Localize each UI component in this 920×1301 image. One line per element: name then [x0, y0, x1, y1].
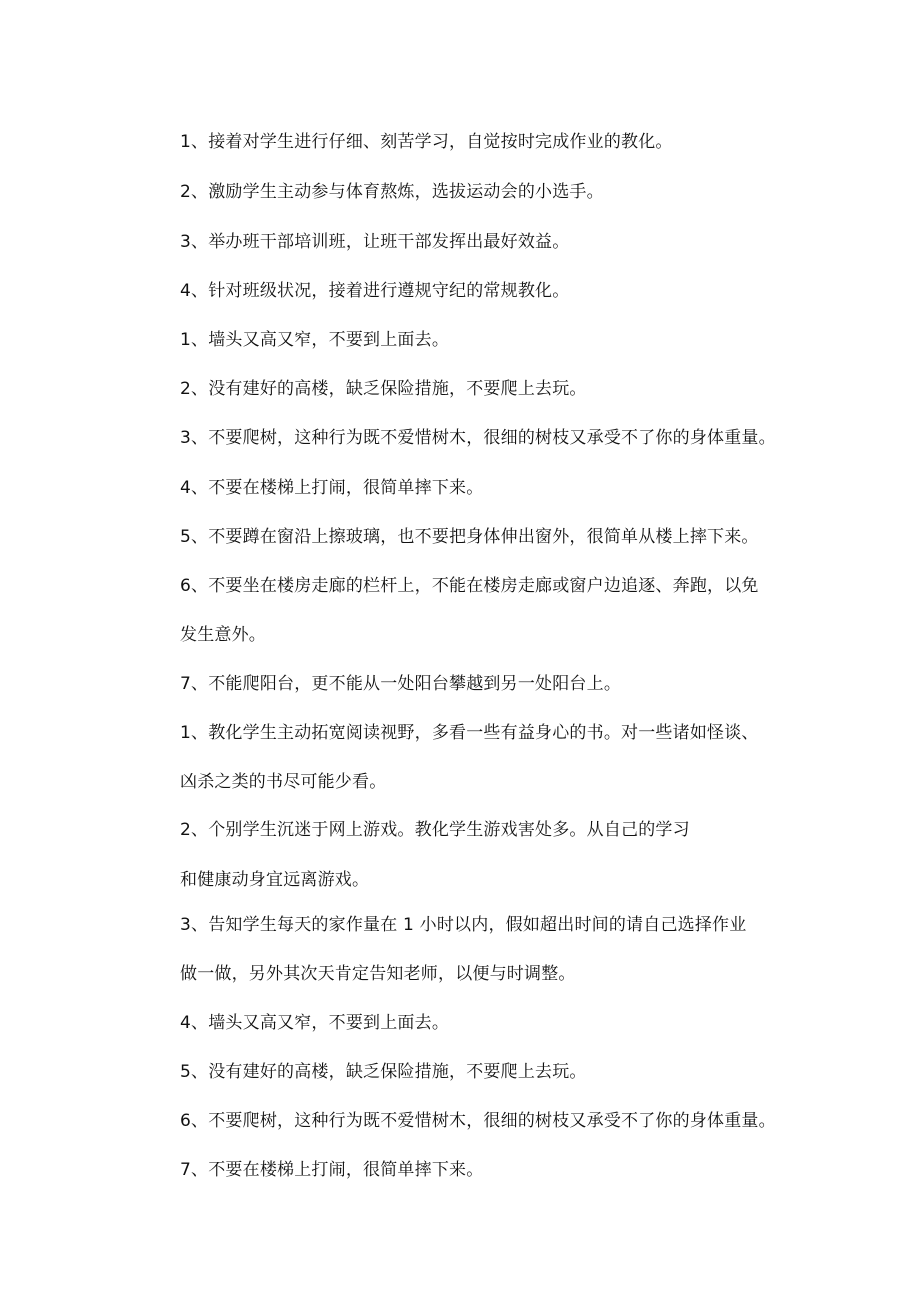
text-line: 4、不要在楼梯上打闹，很简单摔下来。	[180, 478, 484, 498]
text-line: 发生意外。	[180, 625, 266, 645]
text-line: 5、不要蹲在窗沿上擦玻璃，也不要把身体伸出窗外，很简单从楼上摔下来。	[180, 527, 759, 547]
text-line: 1、接着对学生进行仔细、刻苦学习，自觉按时完成作业的教化。	[180, 132, 673, 152]
text-line: 6、不要坐在楼房走廊的栏杆上，不能在楼房走廊或窗户边追逐、奔跑，以免	[180, 576, 759, 596]
text-line: 2、激励学生主动参与体育熬炼，选拔运动会的小选手。	[180, 182, 604, 202]
text-line: 7、不要在楼梯上打闹，很简单摔下来。	[180, 1160, 484, 1180]
text-line: 3、不要爬树，这种行为既不爱惜树木，很细的树枝又承受不了你的身体重量。	[180, 428, 776, 448]
text-line: 7、不能爬阳台，更不能从一处阳台攀越到另一处阳台上。	[180, 674, 622, 694]
text-line: 1、教化学生主动拓宽阅读视野，多看一些有益身心的书。对一些诸如怪谈、	[180, 723, 759, 743]
text-line: 2、没有建好的高楼，缺乏保险措施，不要爬上去玩。	[180, 379, 587, 399]
text-line: 4、针对班级状况，接着进行遵规守纪的常规教化。	[180, 281, 570, 301]
text-line: 5、没有建好的高楼，缺乏保险措施，不要爬上去玩。	[180, 1062, 587, 1082]
text-line: 6、不要爬树，这种行为既不爱惜树木，很细的树枝又承受不了你的身体重量。	[180, 1111, 776, 1131]
text-line: 1、墙头又高又窄，不要到上面去。	[180, 330, 450, 350]
text-line: 3、告知学生每天的家作量在 1 小时以内，假如超出时间的请自己选择作业	[180, 915, 747, 935]
text-line: 2、个别学生沉迷于网上游戏。教化学生游戏害处多。从自己的学习	[180, 820, 690, 840]
text-line: 和健康动身宜远离游戏。	[180, 870, 370, 890]
text-line: 4、墙头又高又窄，不要到上面去。	[180, 1013, 450, 1033]
text-line: 凶杀之类的书尽可能少看。	[180, 772, 387, 792]
text-line: 3、举办班干部培训班，让班干部发挥出最好效益。	[180, 232, 570, 252]
text-line: 做一做，另外其次天肯定告知老师，以便与时调整。	[180, 964, 576, 984]
